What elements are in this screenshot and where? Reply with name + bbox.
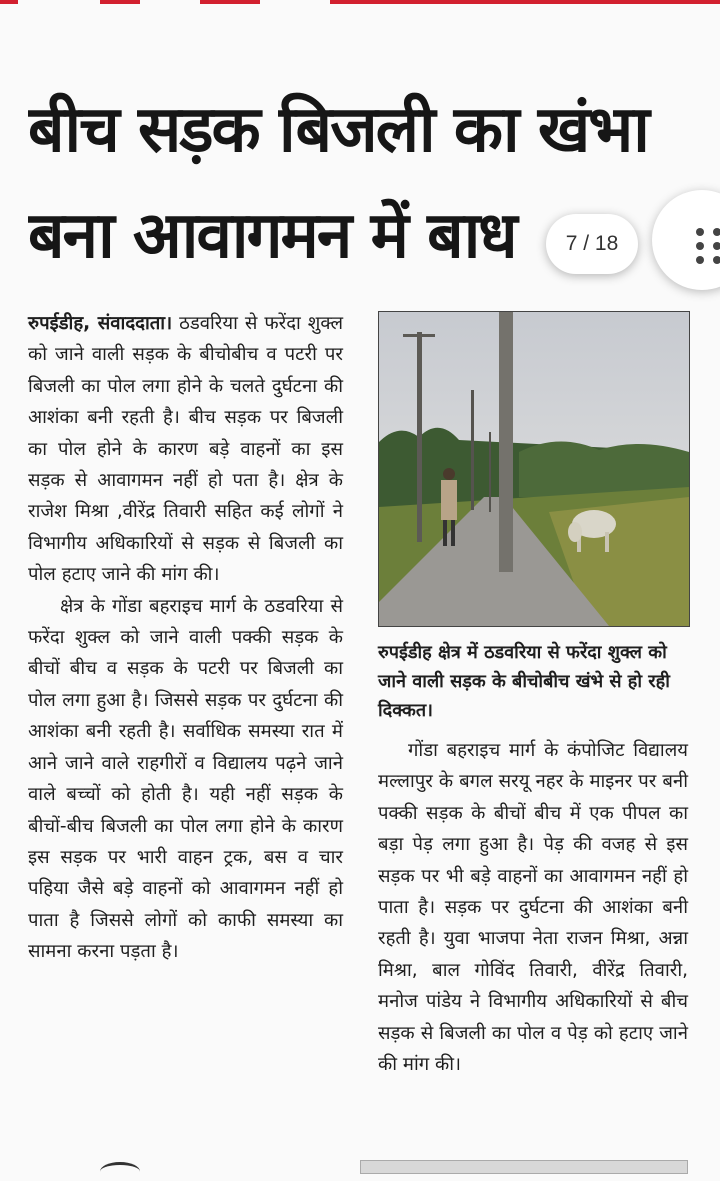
paragraph-1-text: ठडवरिया से फरेंदा शुक्ल को जाने वाली सड़क के बीचोबीच व पटरी पर बिजली का पोल लगा होने के चलते दुर्घटना की आशंका बनी रहती है। बीच सड़क पर बिजली का पोल होने के कारण बड़े वाहनों का इस सड़क से आवागमन नहीं हो पता है। क्षेत्र के राजेश मिश्रा ,वीरेंद्र तिवारी सहित कई लोगों ने विभागीय अधिकारियों से सड़क से बिजली का पोल हटाए जाने की मांग की। [28,313,343,586]
article-paragraph-3: गोंडा बहराइच मार्ग के कंपोजिट विद्यालय मल्लापुर के बगल सरयू नहर के माइनर पर बनी पक्की सड़क के बीचों बीच में एक पीपल का बड़ा पेड़ लगा हुआ है। पेड़ की वजह से इस सड़क पर भी बड़े वाहनों का आवागमन नहीं हो पाता है। सड़क पर दुर्घटना की आशंका बनी रहती है। युवा भाजपा नेता राजन मिश्रा, अन्ना मिश्रा, बाल गोविंद तिवारी, वीरेंद्र तिवारी, मनोज पांडेय ने विभागीय अधिकारियों से बीच सड़क से बिजली का पोल व पेड़ को हटाए जाने की मांग की। [378,740,688,1076]
article-paragraph-2: क्षेत्र के गोंडा बहराइच मार्ग के ठडवरिया से फरेंदा शुक्ल को जाने वाली पक्की सड़क के बीचों बीच व सड़क के पटरी पर बिजली का पोल लगा हुआ है। जिससे सड़क पर दुर्घटना की आशंका बनी रहती है। सर्वाधिक समस्या रात में आने जाने वाले राहगीरों व विद्यालय पढ़ने जाने वाले बच्चों को होती है। यही नहीं सड़क के बीचों-बीच बिजली का पोल लगा होने के कारण इस सड़क पर भारी वाहन ट्रक, बस व चार पहिया जैसे बड़े वाहनों को आवागमन नहीं हो पाता है जिससे लोगों को काफी समस्या का सामना करना पड़ता है। [28,595,343,963]
bottom-edge-glyph [100,1162,140,1181]
headline-line-2: बना आवागमन में बाध [28,199,516,273]
article-left-column [28,308,343,968]
headline-line-1: बीच सड़क बिजली का खंभा [28,93,648,167]
masthead-red-bar [0,0,18,4]
page-counter-badge [546,214,638,274]
dateline: रुपईडीह, संवाददाता। [28,313,173,334]
road-photo-illustration [379,312,689,626]
article-paragraph-1 [28,308,343,591]
article-photo [378,311,690,627]
grid-dots-icon [696,228,720,264]
masthead-red-bar-3 [200,0,260,4]
menu-button[interactable] [652,190,720,290]
bottom-edge-box [360,1160,688,1174]
masthead-rule [330,0,720,4]
article-right-column [378,735,688,1080]
page-counter-text: 7 / 18 [565,232,619,255]
masthead-red-bar-2 [100,0,140,4]
photo-caption: रुपईडीह क्षेत्र में ठडवरिया से फरेंदा शुक्ल को जाने वाली सड़क के बीचोबीच खंभे से हो रही दिक्कत। [378,642,670,721]
